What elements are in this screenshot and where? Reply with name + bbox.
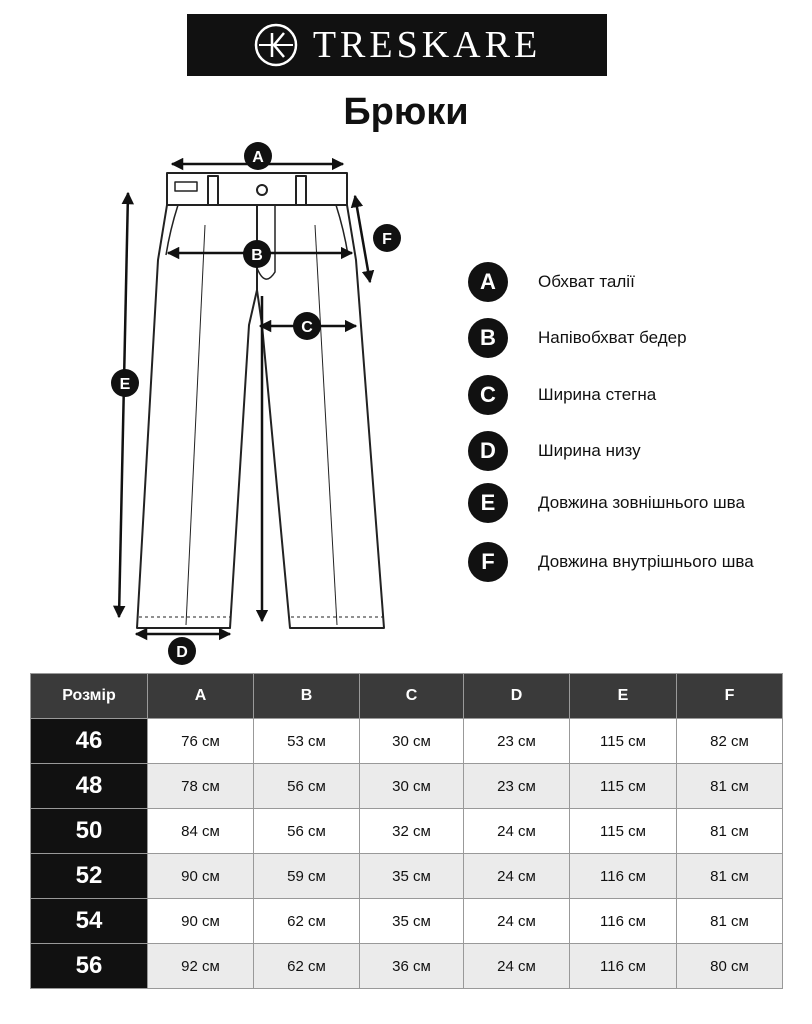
table-cell: 115 см xyxy=(570,809,677,854)
size-cell: 52 xyxy=(31,854,148,899)
svg-text:A: A xyxy=(252,149,264,166)
column-header: C xyxy=(360,674,464,719)
size-cell: 54 xyxy=(31,899,148,944)
svg-text:E: E xyxy=(119,376,131,393)
legend-label: Напівобхват бедер xyxy=(538,328,687,347)
table-row xyxy=(31,764,783,809)
table-cell: 76 см xyxy=(148,719,254,764)
page-title: Брюки xyxy=(343,91,469,133)
table-cell: 30 см xyxy=(360,764,464,809)
svg-text:D: D xyxy=(176,644,188,661)
table-cell: 84 см xyxy=(148,809,254,854)
column-header: F xyxy=(677,674,783,719)
legend-item xyxy=(468,262,635,302)
diagram-badge-e xyxy=(111,369,139,397)
legend-label: Довжина внутрішнього шва xyxy=(538,552,754,571)
legend-item xyxy=(468,375,656,415)
table-cell: 59 см xyxy=(254,854,360,899)
table-row xyxy=(31,944,783,989)
legend-badge: F xyxy=(468,542,508,582)
table-cell: 24 см xyxy=(464,899,570,944)
legend-item xyxy=(468,318,687,358)
table-cell: 30 см xyxy=(360,719,464,764)
size-cell: 50 xyxy=(31,809,148,854)
table-cell: 56 см xyxy=(254,764,360,809)
table-cell: 56 см xyxy=(254,809,360,854)
table-header-row xyxy=(31,674,783,719)
table-cell: 82 см xyxy=(677,719,783,764)
table-row xyxy=(31,854,783,899)
table-cell: 32 см xyxy=(360,809,464,854)
legend-badge: D xyxy=(468,431,508,471)
table-cell: 23 см xyxy=(464,764,570,809)
column-header: B xyxy=(254,674,360,719)
table-cell: 81 см xyxy=(677,899,783,944)
legend-item xyxy=(468,542,754,582)
table-cell: 24 см xyxy=(464,809,570,854)
logo-text: TRESKARE xyxy=(312,24,542,66)
arrow-e xyxy=(119,193,128,617)
svg-text:B: B xyxy=(251,247,263,264)
legend-label: Ширина стегна xyxy=(538,385,657,404)
legend-label: Обхват талії xyxy=(538,272,635,291)
size-cell: 46 xyxy=(31,719,148,764)
table-cell: 92 см xyxy=(148,944,254,989)
table-cell: 115 см xyxy=(570,764,677,809)
table-cell: 116 см xyxy=(570,944,677,989)
column-header: D xyxy=(464,674,570,719)
size-table xyxy=(30,673,783,989)
table-cell: 78 см xyxy=(148,764,254,809)
table-cell: 115 см xyxy=(570,719,677,764)
legend-badge: A xyxy=(468,262,508,302)
svg-text:F: F xyxy=(382,231,392,248)
diagram-badge-b xyxy=(243,240,271,268)
table-cell: 24 см xyxy=(464,944,570,989)
table-row xyxy=(31,899,783,944)
legend-badge: C xyxy=(468,375,508,415)
legend-label: Довжина зовнішнього шва xyxy=(538,493,745,512)
column-header: E xyxy=(570,674,677,719)
table-cell: 81 см xyxy=(677,809,783,854)
table-cell: 62 см xyxy=(254,899,360,944)
legend-item xyxy=(468,483,745,523)
legend-badge: E xyxy=(468,483,508,523)
column-header: Розмір xyxy=(31,674,148,719)
svg-text:C: C xyxy=(301,319,313,336)
table-cell: 23 см xyxy=(464,719,570,764)
table-cell: 81 см xyxy=(677,764,783,809)
size-cell: 48 xyxy=(31,764,148,809)
table-cell: 35 см xyxy=(360,899,464,944)
legend-label: Ширина низу xyxy=(538,441,641,460)
table-cell: 116 см xyxy=(570,899,677,944)
table-row xyxy=(31,809,783,854)
table-cell: 53 см xyxy=(254,719,360,764)
table-cell: 24 см xyxy=(464,854,570,899)
table-cell: 62 см xyxy=(254,944,360,989)
legend-item xyxy=(468,431,641,471)
table-cell: 35 см xyxy=(360,854,464,899)
diagram-badge-a xyxy=(244,142,272,170)
table-cell: 36 см xyxy=(360,944,464,989)
diagram-badge-d xyxy=(168,637,196,665)
table-cell: 90 см xyxy=(148,899,254,944)
table-cell: 90 см xyxy=(148,854,254,899)
diagram-badge-c xyxy=(293,312,321,340)
table-cell: 80 см xyxy=(677,944,783,989)
table-cell: 116 см xyxy=(570,854,677,899)
diagram-badge-f xyxy=(373,224,401,252)
column-header: A xyxy=(148,674,254,719)
table-cell: 81 см xyxy=(677,854,783,899)
size-cell: 56 xyxy=(31,944,148,989)
table-row xyxy=(31,719,783,764)
legend-badge: B xyxy=(468,318,508,358)
